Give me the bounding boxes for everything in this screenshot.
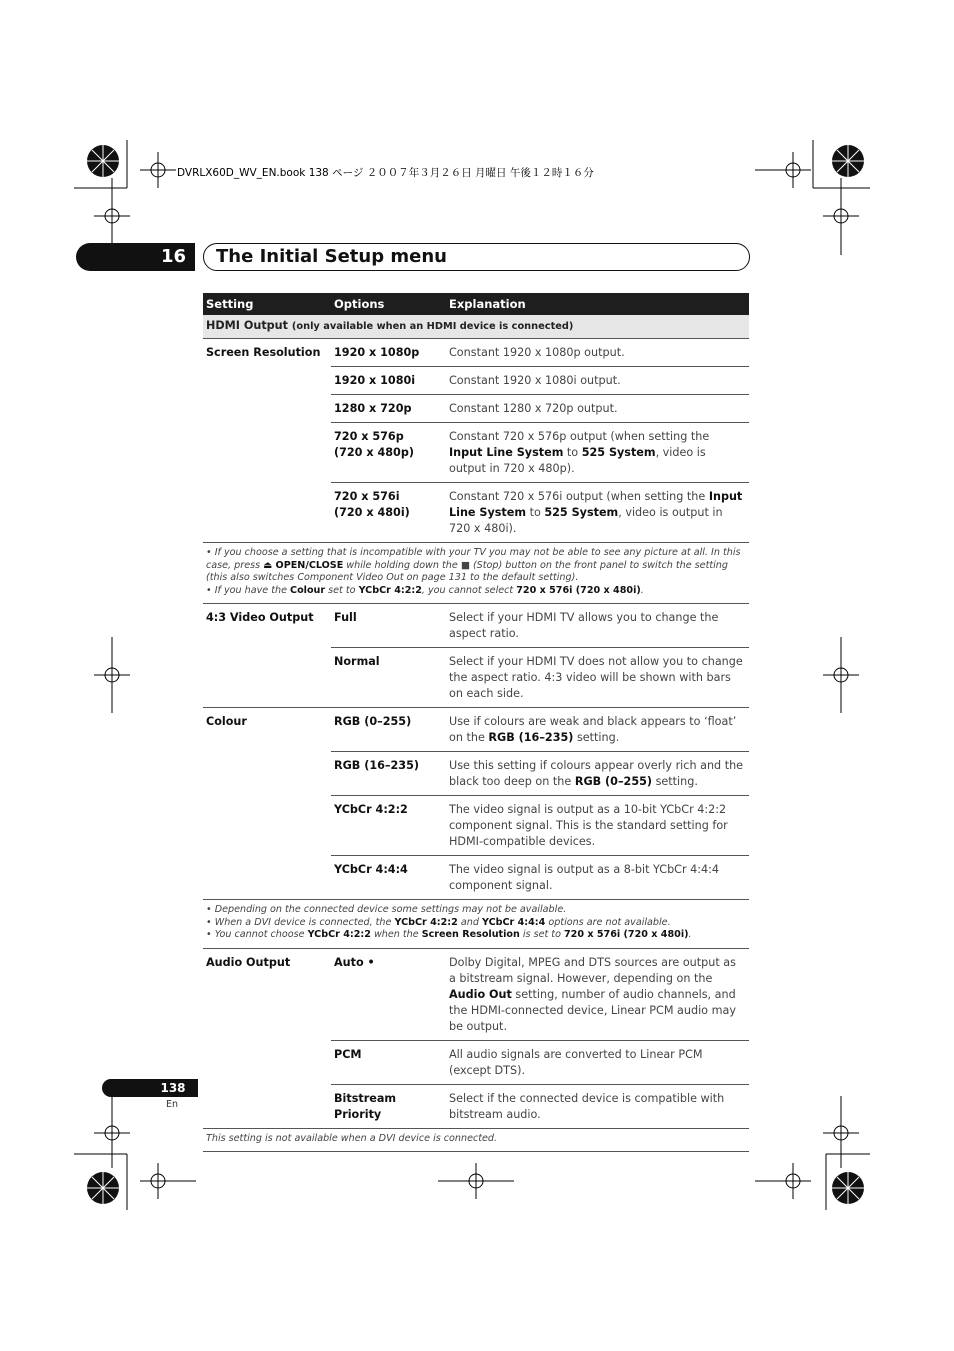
option-cell bbox=[331, 423, 446, 483]
text-bold: 525 System bbox=[544, 506, 619, 519]
table-header-row bbox=[203, 293, 749, 315]
option-cell bbox=[331, 483, 446, 543]
text: setting. bbox=[573, 731, 620, 744]
explanation-cell: Select if the connected device is compatible with bitstream audio. bbox=[446, 1084, 749, 1128]
option-cell: PCM bbox=[331, 1040, 446, 1084]
option-line: 720 x 576i bbox=[334, 490, 400, 503]
text: Constant 720 x 576i output (when setting the bbox=[449, 490, 709, 503]
text: . bbox=[640, 584, 644, 596]
explanation-cell bbox=[446, 752, 749, 796]
text: • If you choose a setting that is incompatible with your TV you may not be able to see any picture at all. In this case, press bbox=[206, 547, 741, 571]
text: , video is output in 720 x 480p). bbox=[449, 446, 706, 475]
text: • You cannot choose bbox=[206, 929, 308, 940]
group-label: HDMI Output bbox=[206, 319, 288, 332]
setting-screen-resolution: Screen Resolution bbox=[203, 339, 331, 543]
option-line: 720 x 576p bbox=[334, 430, 404, 443]
explanation-cell: Select if your HDMI TV allows you to change the aspect ratio. bbox=[446, 604, 749, 648]
setting-audio-output: Audio Output bbox=[203, 948, 331, 1128]
text: set to bbox=[325, 584, 359, 596]
hdmi-output-group-row bbox=[203, 315, 749, 339]
chapter-number: 16 bbox=[160, 246, 187, 267]
settings-table bbox=[203, 293, 749, 1152]
header-setting: Setting bbox=[203, 293, 331, 315]
option-line: (720 x 480p) bbox=[334, 446, 414, 459]
explanation-cell bbox=[446, 708, 749, 752]
header-options: Options bbox=[331, 293, 446, 315]
text-bold: RGB (16–235) bbox=[488, 731, 574, 744]
text-bold: 720 x 576i (720 x 480i) bbox=[563, 929, 689, 940]
text: , video is output in 720 x 480i). bbox=[449, 506, 723, 535]
page-title: The Initial Setup menu bbox=[216, 246, 447, 267]
explanation-cell: Constant 1920 x 1080p output. bbox=[446, 339, 749, 367]
text: • If you have the bbox=[206, 584, 291, 596]
note-text: This setting is not available when a DVI device is connected. bbox=[203, 1128, 749, 1152]
text-bold: Audio Out bbox=[449, 987, 512, 1001]
setting-colour: Colour bbox=[203, 708, 331, 900]
option-cell: 1280 x 720p bbox=[331, 395, 446, 423]
text-bold: 720 x 576i (720 x 480i) bbox=[516, 584, 641, 596]
text: • Depending on the connected device some settings may not be available. bbox=[206, 904, 567, 915]
text-bold: Input Line System bbox=[449, 446, 564, 459]
text-bold: YCbCr 4:4:4 bbox=[481, 916, 546, 928]
text-bold: Input Line System bbox=[449, 490, 743, 519]
option-cell: YCbCr 4:4:4 bbox=[331, 856, 446, 900]
option-cell: Bitstream Priority bbox=[331, 1084, 446, 1128]
text: and bbox=[457, 916, 482, 928]
text-bold: YCbCr 4:2:2 bbox=[394, 916, 458, 928]
text: setting. bbox=[652, 775, 698, 788]
text: options are not available. bbox=[545, 916, 671, 928]
explanation-cell: The video signal is output as a 8-bit YCbCr 4:4:4 component signal. bbox=[446, 856, 749, 900]
text: Dolby Digital, MPEG and DTS sources are output as a bitstream signal. However, depending on the bbox=[449, 955, 736, 985]
option-cell: RGB (16–235) bbox=[331, 752, 446, 796]
text: Constant 720 x 576p output (when setting the bbox=[449, 430, 710, 443]
note-text bbox=[203, 900, 749, 949]
table-row bbox=[203, 948, 749, 1040]
table-row bbox=[203, 339, 749, 367]
explanation-cell: The video signal is output as a 10-bit YCbCr 4:2:2 component signal. This is the standard setting for HDMI-compatible devices. bbox=[446, 796, 749, 856]
page-number: 138 bbox=[160, 1081, 186, 1095]
text: while holding down the ■ (Stop) button on the front panel to switch the setting (this also switches Component Video Out on page 131 to the default setting). bbox=[206, 559, 728, 583]
text-bold: RGB (0–255) bbox=[574, 775, 653, 788]
option-cell: 1920 x 1080i bbox=[331, 367, 446, 395]
explanation-cell bbox=[446, 483, 749, 543]
explanation-cell: All audio signals are converted to Linear PCM (except DTS). bbox=[446, 1040, 749, 1084]
text-bold: Colour bbox=[290, 584, 326, 596]
note-row bbox=[203, 900, 749, 949]
explanation-cell: Select if your HDMI TV does not allow you to change the aspect ratio. 4:3 video will be shown with bars on each side. bbox=[446, 648, 749, 708]
header-explanation: Explanation bbox=[446, 293, 749, 315]
option-cell: Auto • bbox=[331, 948, 446, 1040]
option-cell: YCbCr 4:2:2 bbox=[331, 796, 446, 856]
print-header: DVRLX60D_WV_EN.book 138 ページ ２００７年３月２６日 月曜日 午後１２時１６分 bbox=[177, 167, 594, 179]
text: , you cannot select bbox=[421, 584, 517, 596]
explanation-cell: Constant 1920 x 1080i output. bbox=[446, 367, 749, 395]
text: Use if colours are weak and black appears to ‘float’ on the bbox=[449, 715, 737, 744]
option-cell: 1920 x 1080p bbox=[331, 339, 446, 367]
option-cell: Full bbox=[331, 604, 446, 648]
explanation-cell bbox=[446, 423, 749, 483]
text-bold: Screen Resolution bbox=[421, 929, 520, 940]
text-bold: ⏏ OPEN/CLOSE bbox=[263, 559, 344, 571]
text-bold: YCbCr 4:2:2 bbox=[307, 929, 371, 940]
text: • When a DVI device is connected, the bbox=[206, 916, 395, 928]
text: when the bbox=[370, 929, 422, 940]
option-cell: Normal bbox=[331, 648, 446, 708]
text: Use this setting if colours appear overly rich and the black too deep on the bbox=[449, 759, 744, 788]
text: . bbox=[688, 929, 692, 940]
text: to bbox=[526, 506, 545, 519]
text: to bbox=[563, 446, 582, 459]
note-row bbox=[203, 543, 749, 604]
group-note: (only available when an HDMI device is connected) bbox=[291, 321, 574, 332]
table-row bbox=[203, 708, 749, 752]
page-language: En bbox=[166, 1099, 179, 1110]
note-text bbox=[203, 543, 749, 604]
option-cell: RGB (0–255) bbox=[331, 708, 446, 752]
explanation-cell: Constant 1280 x 720p output. bbox=[446, 395, 749, 423]
table-row bbox=[203, 604, 749, 648]
text: setting, number of audio channels, and the HDMI-connected device, Linear PCM audio may be output. bbox=[449, 987, 736, 1033]
explanation-cell bbox=[446, 948, 749, 1040]
text-bold: YCbCr 4:2:2 bbox=[358, 584, 422, 596]
option-line: (720 x 480i) bbox=[334, 506, 410, 519]
text-bold: 525 System bbox=[581, 446, 656, 459]
note-row bbox=[203, 1128, 749, 1152]
text: is set to bbox=[519, 929, 564, 940]
setting-video-output: 4:3 Video Output bbox=[203, 604, 331, 708]
